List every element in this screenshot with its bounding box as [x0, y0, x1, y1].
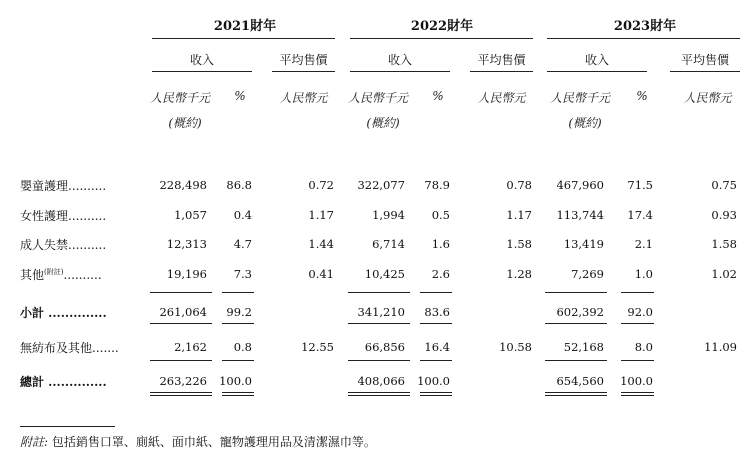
subtotal-bottom-rule-2022-revenue	[348, 323, 410, 324]
subtotal-rule-2021-pct	[222, 292, 254, 293]
unit-rmbk-2023: 人民幣千元	[549, 91, 610, 105]
cell-feminine-2021-revenue: 1,057	[174, 208, 207, 222]
col-header-asp-2022: 平均售價	[477, 53, 526, 67]
year-header-2022: 2022財年	[410, 19, 474, 34]
cell-others-2021-revenue: 19,196	[166, 267, 207, 281]
cell-others-2023-asp: 1.02	[711, 267, 737, 281]
subtotal-rule-2022-pct	[420, 292, 452, 293]
row-label-baby-care: 嬰童護理..........	[20, 179, 107, 193]
total-double-rule-a-2021-revenue	[150, 392, 212, 393]
footnote	[20, 433, 376, 450]
subtotal-rule-2023-revenue	[545, 292, 607, 293]
total-rule-2021-revenue	[150, 360, 212, 361]
cell-baby-2022-asp: 0.78	[506, 178, 532, 192]
footnote-text: 包括銷售口罩、廁紙、面巾紙、寵物護理用品及清潔濕巾等。	[51, 435, 376, 449]
col-header-revenue-2022: 收入	[387, 53, 412, 67]
cell-subtotal-2022-revenue: 341,210	[357, 305, 405, 319]
total-double-rule-b-2022-pct	[420, 395, 452, 396]
unit-pct-2021: %	[234, 89, 246, 103]
cell-total-2021-pct: 100.0	[219, 374, 252, 388]
cell-nonwoven-2021-revenue: 2,162	[174, 340, 207, 354]
cell-subtotal-2022-pct: 83.6	[424, 305, 450, 319]
subtotal-rule-2022-revenue	[348, 292, 410, 293]
row-label-others-note: (附註)	[44, 268, 64, 276]
cell-adult-2023-asp: 1.58	[711, 237, 737, 251]
total-double-rule-b-2021-revenue	[150, 395, 212, 396]
unit-approx-2021: (概約)	[168, 116, 202, 130]
footnote-separator	[20, 426, 115, 427]
cell-others-2022-asp: 1.28	[506, 267, 532, 281]
cell-adult-2022-revenue: 6,714	[372, 237, 405, 251]
cell-nonwoven-2021-pct: 0.8	[233, 340, 252, 354]
unit-pct-2023: %	[636, 89, 648, 103]
subtotal-bottom-rule-2023-revenue	[545, 323, 607, 324]
cell-others-2022-revenue: 10,425	[364, 267, 405, 281]
cell-total-2023-revenue: 654,560	[556, 374, 604, 388]
cell-subtotal-2021-pct: 99.2	[226, 305, 252, 319]
cell-adult-2021-pct: 4.7	[233, 237, 252, 251]
cell-others-2021-asp: 0.41	[308, 267, 334, 281]
cell-feminine-2021-asp: 1.17	[308, 208, 334, 222]
asp-underline-2023	[670, 71, 740, 72]
unit-approx-2022: (概約)	[366, 116, 400, 130]
unit-pct-2022: %	[432, 89, 444, 103]
row-label-feminine-care: 女性護理..........	[20, 209, 107, 223]
revenue-underline-2021	[152, 71, 252, 72]
col-header-asp-2023: 平均售價	[680, 53, 729, 67]
unit-rmb-2021: 人民幣元	[279, 91, 328, 105]
cell-feminine-2023-revenue: 113,744	[556, 208, 604, 222]
unit-approx-2023: (概約)	[568, 116, 602, 130]
row-label-others-dots: ..........	[63, 268, 102, 282]
cell-nonwoven-2021-asp: 12.55	[301, 340, 334, 354]
cell-baby-2023-revenue: 467,960	[556, 178, 604, 192]
total-double-rule-b-2023-revenue	[545, 395, 607, 396]
cell-baby-2021-revenue: 228,498	[159, 178, 207, 192]
cell-adult-2021-asp: 1.44	[308, 237, 334, 251]
row-label-subtotal: 小計 ..............	[20, 306, 107, 320]
total-double-rule-a-2023-revenue	[545, 392, 607, 393]
col-header-revenue-2021: 收入	[189, 53, 214, 67]
subtotal-bottom-rule-2021-revenue	[150, 323, 212, 324]
revenue-underline-2022	[350, 71, 450, 72]
col-header-revenue-2023: 收入	[584, 53, 609, 67]
unit-rmbk-2022: 人民幣千元	[347, 91, 408, 105]
cell-total-2022-revenue: 408,066	[357, 374, 405, 388]
cell-baby-2021-asp: 0.72	[308, 178, 334, 192]
total-double-rule-a-2022-revenue	[348, 392, 410, 393]
cell-feminine-2023-asp: 0.93	[711, 208, 737, 222]
cell-baby-2023-pct: 71.5	[627, 178, 653, 192]
total-rule-2023-revenue	[545, 360, 607, 361]
cell-subtotal-2021-revenue: 261,064	[159, 305, 207, 319]
subtotal-bottom-rule-2022-pct	[420, 323, 452, 324]
total-rule-2022-revenue	[348, 360, 410, 361]
cell-subtotal-2023-pct: 92.0	[627, 305, 653, 319]
year-underline-2021	[152, 38, 335, 39]
cell-feminine-2022-asp: 1.17	[506, 208, 532, 222]
cell-adult-2023-pct: 2.1	[634, 237, 653, 251]
unit-rmbk-2021: 人民幣千元	[149, 91, 210, 105]
cell-baby-2021-pct: 86.8	[226, 178, 252, 192]
total-double-rule-a-2021-pct	[222, 392, 254, 393]
year-underline-2023	[547, 38, 740, 39]
cell-total-2023-pct: 100.0	[620, 374, 653, 388]
year-underline-2022	[350, 38, 533, 39]
total-rule-2021-pct	[222, 360, 254, 361]
total-rule-2022-pct	[420, 360, 452, 361]
cell-feminine-2023-pct: 17.4	[627, 208, 653, 222]
cell-nonwoven-2023-pct: 8.0	[634, 340, 653, 354]
cell-nonwoven-2023-revenue: 52,168	[563, 340, 604, 354]
subtotal-rule-2021-revenue	[150, 292, 212, 293]
cell-feminine-2022-revenue: 1,994	[372, 208, 405, 222]
year-header-2023: 2023財年	[613, 19, 677, 34]
cell-adult-2023-revenue: 13,419	[563, 237, 604, 251]
total-double-rule-b-2023-pct	[621, 395, 654, 396]
cell-nonwoven-2022-revenue: 66,856	[364, 340, 405, 354]
unit-rmb-2023: 人民幣元	[683, 91, 732, 105]
footnote-label: 附註:	[20, 435, 49, 449]
row-label-others-text: 其他	[20, 268, 45, 282]
asp-underline-2022	[470, 71, 533, 72]
year-header-2021: 2021財年	[213, 19, 277, 34]
subtotal-rule-2023-pct	[621, 292, 654, 293]
cell-nonwoven-2022-asp: 10.58	[499, 340, 532, 354]
cell-nonwoven-2022-pct: 16.4	[424, 340, 450, 354]
total-rule-2023-pct	[621, 360, 654, 361]
cell-adult-2021-revenue: 12,313	[166, 237, 207, 251]
asp-underline-2021	[272, 71, 335, 72]
revenue-underline-2023	[547, 71, 647, 72]
row-label-others	[20, 266, 102, 283]
cell-adult-2022-pct: 1.6	[431, 237, 450, 251]
cell-feminine-2021-pct: 0.4	[233, 208, 252, 222]
unit-rmb-2022: 人民幣元	[477, 91, 526, 105]
row-label-nonwoven-others: 無紡布及其他.......	[20, 341, 119, 355]
total-double-rule-b-2021-pct	[222, 395, 254, 396]
cell-feminine-2022-pct: 0.5	[431, 208, 450, 222]
cell-others-2023-revenue: 7,269	[571, 267, 604, 281]
cell-others-2022-pct: 2.6	[431, 267, 450, 281]
total-double-rule-a-2022-pct	[420, 392, 452, 393]
cell-nonwoven-2023-asp: 11.09	[704, 340, 737, 354]
total-double-rule-a-2023-pct	[621, 392, 654, 393]
col-header-asp-2021: 平均售價	[279, 53, 328, 67]
row-label-total: 總計 ..............	[20, 375, 107, 389]
cell-total-2022-pct: 100.0	[417, 374, 450, 388]
cell-baby-2023-asp: 0.75	[711, 178, 737, 192]
cell-baby-2022-pct: 78.9	[424, 178, 450, 192]
total-double-rule-b-2022-revenue	[348, 395, 410, 396]
cell-baby-2022-revenue: 322,077	[357, 178, 405, 192]
cell-others-2021-pct: 7.3	[233, 267, 252, 281]
row-label-adult-incontinence: 成人失禁..........	[20, 238, 107, 252]
cell-adult-2022-asp: 1.58	[506, 237, 532, 251]
cell-total-2021-revenue: 263,226	[159, 374, 207, 388]
cell-others-2023-pct: 1.0	[634, 267, 653, 281]
cell-subtotal-2023-revenue: 602,392	[556, 305, 604, 319]
subtotal-bottom-rule-2023-pct	[621, 323, 654, 324]
subtotal-bottom-rule-2021-pct	[222, 323, 254, 324]
